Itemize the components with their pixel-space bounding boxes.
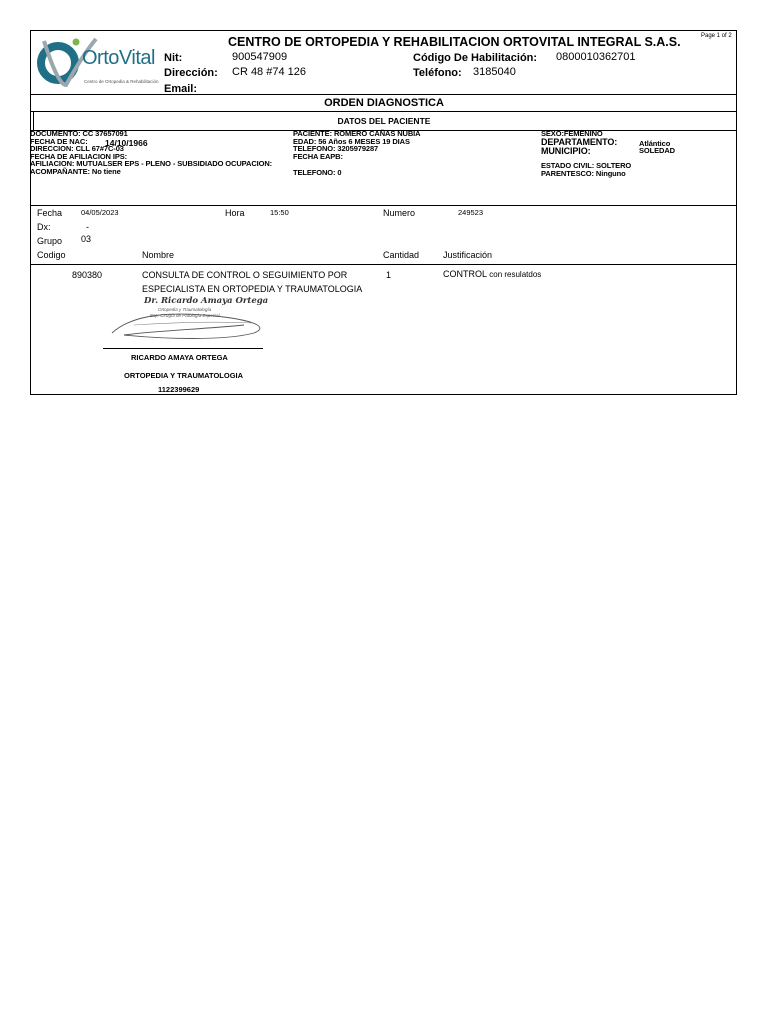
- municipio-value: SOLEDAD: [639, 146, 675, 155]
- parentesco: PARENTESCO: Ninguno: [541, 169, 626, 178]
- row-justificacion-prefix: CONTROL: [443, 269, 488, 279]
- page-number: Page 1 of 2: [701, 33, 732, 39]
- row-nombre-line2: ESPECIALISTA EN ORTOPEDIA Y TRAUMATOLOGIA: [142, 284, 363, 294]
- documento: DOCUMENTO: CC 37657091: [30, 129, 128, 138]
- row-cantidad: 1: [386, 270, 392, 280]
- fecha-eapb: FECHA EAPB:: [293, 151, 343, 161]
- municipio-label: MUNICIPIO:: [541, 145, 591, 156]
- patient-col1: [30, 130, 272, 176]
- doctor-id: 1122399629: [158, 385, 200, 394]
- header-nombre: Nombre: [142, 250, 175, 260]
- patient-divider: [30, 205, 737, 206]
- section-title: DATOS DEL PACIENTE: [337, 116, 431, 126]
- signature-stamp: [104, 295, 269, 343]
- departamento-label: DEPARTAMENTO:: [541, 136, 618, 147]
- row-justificacion: [443, 269, 541, 279]
- logo-tagline: Centro de Ortopedia & Rehabilitación: [84, 79, 159, 84]
- logo-brand: OrtoVital: [82, 47, 155, 69]
- birth-date: 14/10/1966: [105, 138, 148, 148]
- sexo: SEXO:FEMENINO: [541, 129, 603, 138]
- company-title: CENTRO DE ORTOPEDIA Y REHABILITACION ORTOVITAL INTEGRAL S.A.S.: [228, 35, 681, 49]
- row-justificacion-suffix: con resulatdos: [487, 270, 542, 279]
- direccion-paciente: DIRECCION: CLL 67#7C-03: [30, 144, 124, 154]
- header-justificacion: Justificación: [443, 250, 493, 260]
- habilitacion-label: Código De Habilitación:: [413, 52, 538, 64]
- stamp-name: Dr. Ricardo Amaya Ortega: [144, 296, 269, 306]
- departamento-value: Atlántico: [639, 139, 671, 148]
- header-cantidad: Cantidad: [383, 250, 420, 260]
- email-label: Email:: [164, 83, 198, 95]
- numero-value: 249523: [458, 208, 484, 217]
- afiliacion: AFILIACION: MUTUALSER EPS - PLENO - SUBSIDIADO OCUPACION:: [30, 159, 273, 169]
- fecha-nac-label: FECHA DE NAC:: [30, 136, 88, 146]
- header-divider: [30, 94, 737, 95]
- telefono2: TELEFONO: 0: [293, 168, 342, 177]
- acompanante: ACOMPAÑANTE: No tiene: [30, 166, 121, 176]
- row-codigo: 890380: [72, 270, 103, 280]
- fecha-afiliacion: FECHA DE AFILIACION IPS:: [30, 151, 128, 161]
- telefono-label: Teléfono:: [413, 67, 462, 79]
- telefono-paciente: TELEFONO: 3205979287: [293, 144, 379, 154]
- nit-label: Nit:: [164, 52, 183, 64]
- dx-value: -: [86, 222, 89, 232]
- edad: EDAD: 56 Años 6 MESES 19 DIAS: [293, 136, 410, 146]
- grupo-label: Grupo: [37, 236, 63, 246]
- fecha-label: Fecha: [37, 208, 63, 218]
- doctor-specialty: ORTOPEDIA Y TRAUMATOLOGIA: [124, 371, 244, 380]
- grupo-value: 03: [81, 234, 92, 244]
- logo: [36, 33, 159, 91]
- order-title: ORDEN DIAGNOSTICA: [324, 97, 444, 109]
- signature-line: [103, 348, 263, 349]
- hora-value: 15:50: [270, 208, 289, 217]
- signature-scribble-icon: [104, 295, 269, 343]
- doctor-name: RICARDO AMAYA ORTEGA: [131, 353, 228, 362]
- table-header-divider: [30, 264, 737, 265]
- fecha-value: 04/05/2023: [81, 208, 119, 217]
- patient-col2: [293, 130, 420, 160]
- dx-label: Dx:: [37, 222, 51, 232]
- header-codigo: Codigo: [37, 250, 66, 260]
- patient-col3: [541, 130, 617, 156]
- order-divider: [30, 111, 737, 112]
- telefono-value: 3185040: [473, 66, 516, 78]
- estado-civil: ESTADO CIVIL: SOLTERO: [541, 161, 632, 170]
- hora-label: Hora: [225, 208, 245, 218]
- nit-value: 900547909: [232, 51, 288, 63]
- numero-label: Numero: [383, 208, 416, 218]
- habilitacion-value: 0800010362701: [556, 51, 636, 63]
- stamp-line2: Esp. Cirugía de Patología Especial: [150, 313, 220, 318]
- row-nombre-line1: CONSULTA DE CONTROL O SEGUIMIENTO POR: [142, 270, 348, 280]
- direccion-label: Dirección:: [164, 67, 218, 79]
- direccion-value: CR 48 #74 126: [232, 66, 306, 78]
- stamp-line1: Ortopedia y Traumatología: [158, 307, 212, 312]
- paciente-nombre: PACIENTE: ROMERO CAÑAS NUBIA: [293, 129, 421, 138]
